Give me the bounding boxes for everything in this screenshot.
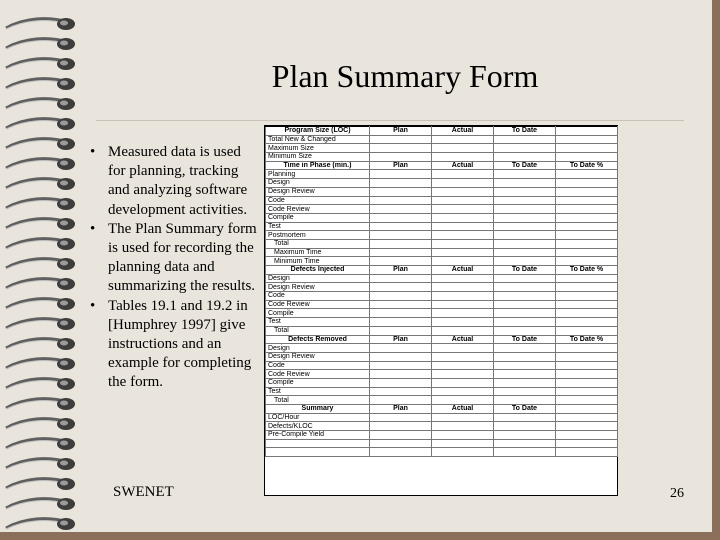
form-value-cell	[556, 135, 618, 144]
page-number: 26	[670, 486, 684, 501]
form-value-cell	[556, 344, 618, 353]
form-value-cell	[556, 352, 618, 361]
form-value-cell	[556, 187, 618, 196]
form-row	[266, 326, 618, 335]
spiral-binding	[0, 0, 80, 540]
form-value-cell	[432, 439, 494, 448]
form-value-cell	[556, 153, 618, 162]
form-value-cell	[494, 431, 556, 440]
form-value-cell	[370, 292, 432, 301]
form-value-cell	[556, 239, 618, 248]
form-value-cell	[370, 387, 432, 396]
form-row-label: Total	[266, 396, 370, 405]
form-value-cell	[556, 326, 618, 335]
form-value-cell	[432, 144, 494, 153]
binding-ring-icon	[4, 354, 76, 372]
form-value-cell	[370, 344, 432, 353]
form-row	[266, 187, 618, 196]
form-header-cell: Summary	[266, 405, 370, 414]
title-divider	[96, 120, 684, 121]
form-section-header	[266, 335, 618, 344]
form-value-cell	[370, 144, 432, 153]
form-value-cell	[432, 205, 494, 214]
form-value-cell	[370, 422, 432, 431]
form-row-label: Test	[266, 387, 370, 396]
form-row-label: Test	[266, 222, 370, 231]
form-row-label: Minimum Time	[266, 257, 370, 266]
bullet-list	[88, 143, 258, 393]
form-value-cell	[432, 135, 494, 144]
form-header-cell: To Date	[494, 161, 556, 170]
bullet-item: • The Plan Summary form is used for recording the planning data and summarizing the results.	[90, 220, 257, 295]
binding-ring-icon	[4, 154, 76, 172]
form-value-cell	[494, 292, 556, 301]
binding-ring-icon	[4, 494, 76, 512]
form-row	[266, 378, 618, 387]
plan-summary-form	[264, 125, 618, 496]
form-row	[266, 344, 618, 353]
form-value-cell	[432, 239, 494, 248]
form-header-cell: Plan	[370, 266, 432, 275]
form-header-cell: Actual	[432, 335, 494, 344]
binding-ring-icon	[4, 114, 76, 132]
form-value-cell	[432, 309, 494, 318]
form-value-cell	[370, 326, 432, 335]
form-value-cell	[494, 439, 556, 448]
form-row-label: Pre-Compile Yield	[266, 431, 370, 440]
binding-ring-icon	[4, 234, 76, 252]
form-value-cell	[494, 370, 556, 379]
form-row-label: Maximum Size	[266, 144, 370, 153]
form-value-cell	[494, 283, 556, 292]
form-row-label	[266, 439, 370, 448]
form-value-cell	[370, 283, 432, 292]
form-value-cell	[494, 135, 556, 144]
form-header-cell: Defects Removed	[266, 335, 370, 344]
binding-ring-icon	[4, 514, 76, 532]
form-value-cell	[370, 370, 432, 379]
form-value-cell	[370, 231, 432, 240]
form-value-cell	[432, 422, 494, 431]
form-value-cell	[370, 439, 432, 448]
form-value-cell	[432, 257, 494, 266]
form-header-cell: Actual	[432, 127, 494, 136]
form-row	[266, 170, 618, 179]
form-value-cell	[556, 196, 618, 205]
footer-label: SWENET	[113, 484, 174, 500]
form-value-cell	[432, 196, 494, 205]
form-header-cell: To Date	[494, 335, 556, 344]
binding-ring-icon	[4, 274, 76, 292]
plan-summary-table	[265, 126, 618, 457]
form-value-cell	[432, 370, 494, 379]
form-header-cell	[556, 405, 618, 414]
form-row-label: Code	[266, 292, 370, 301]
form-row-label: Code Review	[266, 300, 370, 309]
form-value-cell	[556, 274, 618, 283]
form-value-cell	[556, 431, 618, 440]
form-header-cell: Time in Phase (min.)	[266, 161, 370, 170]
form-header-cell: Plan	[370, 335, 432, 344]
form-section-header	[266, 266, 618, 275]
form-row-label: Design Review	[266, 283, 370, 292]
form-header-cell: Actual	[432, 266, 494, 275]
form-value-cell	[370, 170, 432, 179]
form-value-cell	[370, 448, 432, 457]
form-row	[266, 352, 618, 361]
form-row-label: Design	[266, 274, 370, 283]
form-value-cell	[370, 318, 432, 327]
form-header-cell: Actual	[432, 405, 494, 414]
form-value-cell	[494, 318, 556, 327]
form-header-cell: To Date %	[556, 266, 618, 275]
form-value-cell	[556, 422, 618, 431]
form-value-cell	[370, 431, 432, 440]
form-value-cell	[494, 309, 556, 318]
bullet-icon: •	[90, 220, 96, 237]
form-value-cell	[370, 213, 432, 222]
form-value-cell	[494, 387, 556, 396]
form-row	[266, 387, 618, 396]
form-row-label: Design Review	[266, 352, 370, 361]
form-header-cell: To Date	[494, 127, 556, 136]
form-row-label: Postmortem	[266, 231, 370, 240]
form-value-cell	[370, 413, 432, 422]
form-value-cell	[556, 222, 618, 231]
form-value-cell	[556, 439, 618, 448]
form-value-cell	[556, 283, 618, 292]
form-value-cell	[556, 170, 618, 179]
form-row	[266, 222, 618, 231]
form-value-cell	[494, 179, 556, 188]
form-value-cell	[432, 387, 494, 396]
form-row	[266, 153, 618, 162]
form-value-cell	[556, 205, 618, 214]
form-value-cell	[370, 300, 432, 309]
form-value-cell	[494, 248, 556, 257]
form-section-header	[266, 161, 618, 170]
binding-ring-icon	[4, 474, 76, 492]
form-row-label: LOC/Hour	[266, 413, 370, 422]
form-value-cell	[494, 196, 556, 205]
bullet-icon: •	[90, 144, 96, 160]
form-value-cell	[370, 196, 432, 205]
form-row-label: Compile	[266, 378, 370, 387]
bullet-item: • Measured data is used for planning, tracking and analyzing software development activities.	[90, 144, 248, 218]
form-value-cell	[432, 213, 494, 222]
binding-ring-icon	[4, 254, 76, 272]
form-row	[266, 361, 618, 370]
binding-ring-icon	[4, 134, 76, 152]
form-row-label: Defects/KLOC	[266, 422, 370, 431]
form-header-cell: To Date %	[556, 335, 618, 344]
form-row-label: Planning	[266, 170, 370, 179]
form-value-cell	[432, 300, 494, 309]
form-row	[266, 448, 618, 457]
form-row	[266, 205, 618, 214]
form-value-cell	[370, 179, 432, 188]
form-value-cell	[370, 153, 432, 162]
form-value-cell	[494, 257, 556, 266]
form-value-cell	[494, 222, 556, 231]
form-value-cell	[432, 187, 494, 196]
form-value-cell	[556, 448, 618, 457]
form-row	[266, 144, 618, 153]
form-row-label: Test	[266, 318, 370, 327]
form-header-cell: Plan	[370, 405, 432, 414]
binding-ring-icon	[4, 434, 76, 452]
form-row	[266, 196, 618, 205]
form-value-cell	[370, 248, 432, 257]
form-row-label: Compile	[266, 213, 370, 222]
form-value-cell	[370, 274, 432, 283]
binding-ring-icon	[4, 34, 76, 52]
form-value-cell	[432, 396, 494, 405]
form-row	[266, 292, 618, 301]
form-value-cell	[494, 205, 556, 214]
form-value-cell	[432, 378, 494, 387]
slide-title: Plan Summary Form	[271, 58, 539, 94]
form-value-cell	[432, 153, 494, 162]
form-value-cell	[432, 352, 494, 361]
bullet-icon: •	[90, 297, 96, 314]
form-row	[266, 274, 618, 283]
form-row-label: Design Review	[266, 187, 370, 196]
form-row	[266, 239, 618, 248]
form-row	[266, 135, 618, 144]
form-row	[266, 213, 618, 222]
form-header-cell: Plan	[370, 161, 432, 170]
form-value-cell	[556, 309, 618, 318]
form-value-cell	[494, 153, 556, 162]
form-header-cell: Actual	[432, 161, 494, 170]
form-value-cell	[556, 387, 618, 396]
binding-ring-icon	[4, 294, 76, 312]
form-value-cell	[370, 396, 432, 405]
form-value-cell	[494, 274, 556, 283]
form-value-cell	[556, 318, 618, 327]
binding-ring-icon	[4, 74, 76, 92]
form-value-cell	[432, 318, 494, 327]
form-value-cell	[556, 231, 618, 240]
form-value-cell	[370, 361, 432, 370]
form-row	[266, 300, 618, 309]
form-value-cell	[556, 361, 618, 370]
form-value-cell	[556, 248, 618, 257]
form-row-label: Design	[266, 344, 370, 353]
form-value-cell	[494, 187, 556, 196]
binding-ring-icon	[4, 394, 76, 412]
form-value-cell	[432, 231, 494, 240]
form-value-cell	[432, 326, 494, 335]
form-value-cell	[432, 248, 494, 257]
form-row-label	[266, 448, 370, 457]
form-row	[266, 396, 618, 405]
form-value-cell	[370, 309, 432, 318]
binding-ring-icon	[4, 214, 76, 232]
form-value-cell	[370, 378, 432, 387]
form-header-cell: To Date	[494, 266, 556, 275]
form-value-cell	[432, 170, 494, 179]
form-value-cell	[556, 413, 618, 422]
form-row	[266, 439, 618, 448]
form-value-cell	[494, 378, 556, 387]
form-value-cell	[432, 222, 494, 231]
form-value-cell	[556, 378, 618, 387]
form-row-label: Code Review	[266, 370, 370, 379]
form-header-cell: To Date %	[556, 161, 618, 170]
binding-ring-icon	[4, 94, 76, 112]
form-value-cell	[432, 274, 494, 283]
form-value-cell	[556, 396, 618, 405]
form-value-cell	[370, 239, 432, 248]
form-value-cell	[556, 144, 618, 153]
form-row-label: Code Review	[266, 205, 370, 214]
form-row	[266, 257, 618, 266]
form-value-cell	[556, 370, 618, 379]
form-row-label: Total	[266, 239, 370, 248]
form-value-cell	[370, 257, 432, 266]
form-value-cell	[556, 179, 618, 188]
form-value-cell	[494, 300, 556, 309]
binding-ring-icon	[4, 414, 76, 432]
form-value-cell	[370, 222, 432, 231]
form-header-cell: Defects Injected	[266, 266, 370, 275]
form-value-cell	[432, 431, 494, 440]
form-value-cell	[494, 361, 556, 370]
form-row	[266, 179, 618, 188]
form-value-cell	[370, 205, 432, 214]
binding-ring-icon	[4, 314, 76, 332]
form-value-cell	[432, 283, 494, 292]
form-row-label: Total	[266, 326, 370, 335]
binding-ring-icon	[4, 454, 76, 472]
binding-ring-icon	[4, 14, 76, 32]
form-value-cell	[494, 326, 556, 335]
form-row-label: Total New & Changed	[266, 135, 370, 144]
binding-ring-icon	[4, 174, 76, 192]
form-value-cell	[556, 257, 618, 266]
form-value-cell	[494, 170, 556, 179]
form-value-cell	[494, 239, 556, 248]
form-section-header	[266, 127, 618, 136]
form-row	[266, 231, 618, 240]
form-value-cell	[556, 292, 618, 301]
form-header-cell	[556, 127, 618, 136]
bullet-item: • Tables 19.1 and 19.2 in [Humphrey 1997] give instructions and an example for completing the form.	[90, 297, 252, 391]
binding-ring-icon	[4, 374, 76, 392]
form-row-label: Code	[266, 361, 370, 370]
form-row	[266, 248, 618, 257]
form-value-cell	[494, 413, 556, 422]
form-header-cell: Plan	[370, 127, 432, 136]
form-value-cell	[432, 292, 494, 301]
form-value-cell	[494, 422, 556, 431]
form-value-cell	[556, 213, 618, 222]
form-section-header	[266, 405, 618, 414]
form-row	[266, 422, 618, 431]
form-row-label: Design	[266, 179, 370, 188]
form-row-label: Compile	[266, 309, 370, 318]
form-value-cell	[432, 179, 494, 188]
form-value-cell	[494, 352, 556, 361]
form-value-cell	[494, 396, 556, 405]
form-row	[266, 370, 618, 379]
form-value-cell	[494, 144, 556, 153]
form-value-cell	[432, 344, 494, 353]
form-value-cell	[432, 361, 494, 370]
form-row-label: Minimum Size	[266, 153, 370, 162]
form-row-label: Maximum Time	[266, 248, 370, 257]
binding-ring-icon	[4, 54, 76, 72]
form-value-cell	[370, 352, 432, 361]
form-value-cell	[556, 300, 618, 309]
form-value-cell	[432, 413, 494, 422]
form-value-cell	[494, 448, 556, 457]
form-value-cell	[494, 213, 556, 222]
form-row	[266, 431, 618, 440]
form-value-cell	[494, 344, 556, 353]
form-row	[266, 318, 618, 327]
binding-ring-icon	[4, 194, 76, 212]
form-row	[266, 283, 618, 292]
form-row	[266, 309, 618, 318]
binding-ring-icon	[4, 334, 76, 352]
form-value-cell	[370, 187, 432, 196]
form-row	[266, 413, 618, 422]
form-header-cell: To Date	[494, 405, 556, 414]
form-value-cell	[370, 135, 432, 144]
form-value-cell	[494, 231, 556, 240]
form-header-cell: Program Size (LOC)	[266, 127, 370, 136]
form-row-label: Code	[266, 196, 370, 205]
form-value-cell	[432, 448, 494, 457]
